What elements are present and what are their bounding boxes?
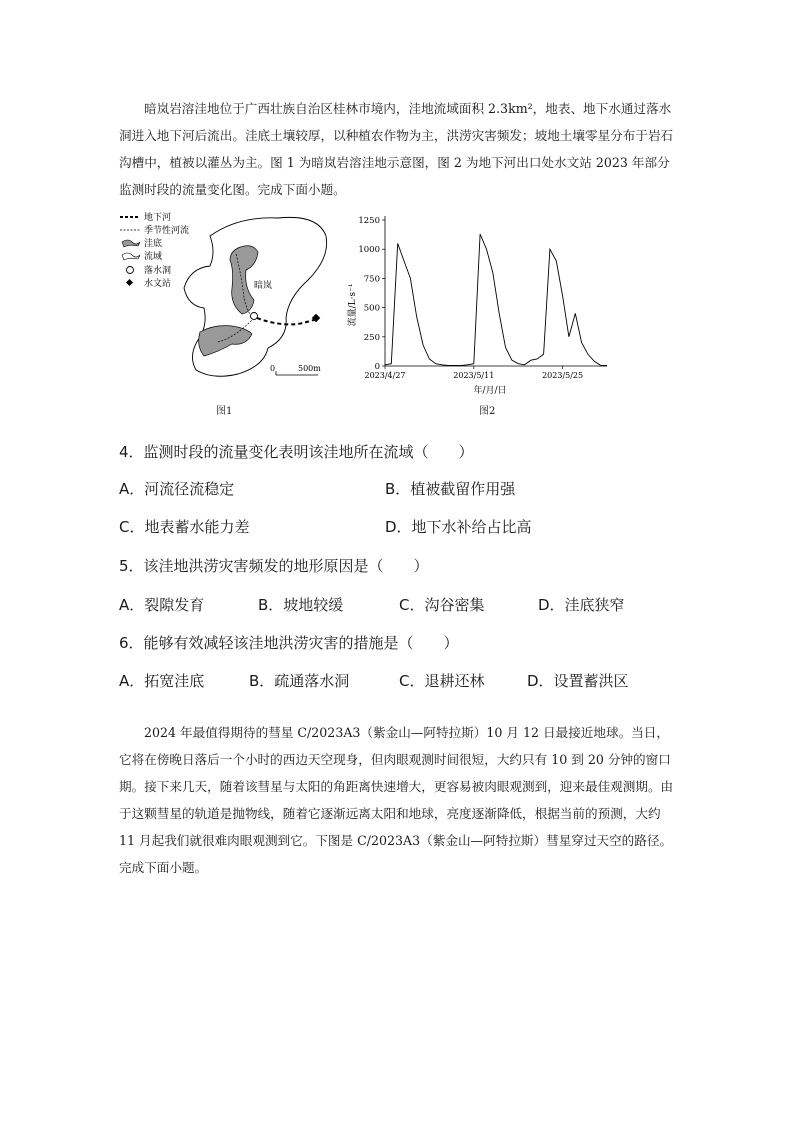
legend-sinkhole: 落水洞 — [144, 266, 172, 276]
x-axis-label: 年/月/日 — [473, 386, 507, 396]
place-label: 暗岚 — [254, 281, 273, 291]
series-line-flow — [385, 234, 607, 365]
legend-underground-river: 地下河 — [144, 213, 172, 223]
y-axis-label: 流量/L·s⁻¹ — [348, 283, 358, 327]
figure-1-map — [118, 208, 338, 393]
q5-option-d[interactable]: D．洼底狭窄 — [538, 596, 625, 614]
q6-option-c[interactable]: C．退耕还林 — [399, 672, 485, 690]
q6-option-b[interactable]: B．疏通落水洞 — [249, 672, 350, 690]
figure-1-caption: 图1 — [216, 406, 233, 417]
q4-option-a[interactable]: A．河流径流稳定 — [119, 480, 235, 498]
y-tick-label: 500 — [363, 303, 380, 314]
legend-hydro-station: 水文站 — [144, 279, 172, 289]
question-4: 4．监测时段的流量变化表明该洼地所在流域（ ） — [119, 443, 474, 461]
scale-zero: 0 — [270, 364, 276, 373]
q5-option-a[interactable]: A．裂隙发育 — [119, 596, 205, 614]
legend-depression-bottom: 洼底 — [144, 239, 163, 249]
q6-option-d[interactable]: D．设置蓄洪区 — [527, 672, 629, 690]
q4-option-d[interactable]: D．地下水补给占比高 — [385, 518, 532, 536]
q4-option-c[interactable]: C．地表蓄水能力差 — [119, 518, 250, 536]
question-5: 5．该洼地洪涝灾害频发的地形原因是（ ） — [119, 557, 429, 575]
y-tick-label: 250 — [363, 332, 380, 343]
y-tick-label: 750 — [363, 274, 380, 285]
legend-basin: 流域 — [144, 252, 163, 262]
map-legend — [120, 211, 189, 289]
x-tick-label: 2023/4/27 — [364, 371, 406, 380]
scale-end: 500m — [298, 364, 321, 373]
hydrostation-icon — [126, 279, 133, 286]
legend-seasonal-river: 季节性河流 — [144, 226, 190, 236]
question-6: 6．能够有效减轻该洼地洪涝灾害的措施是（ ） — [119, 634, 459, 652]
q5-option-b[interactable]: B．坡地较缓 — [258, 596, 344, 614]
passage-1: 暗岚岩溶洼地位于广西壮族自治区桂林市境内，洼地流域面积 2.3km²，地表、地下水通过落水洞进入地下河后流出。洼底土壤较厚，以种植农作物为主，洪涝灾害频发；坡地土壤零星分布于岩石沟槽中，植被以灌丛为主。图 1 为暗岚岩溶洼地示意图，图 2 为地下河出口处水文站 2023 年部分监测时段的流量变化图。完成下面小题。 — [119, 101, 674, 197]
q5-option-c[interactable]: C．沟谷密集 — [399, 596, 485, 614]
y-tick-label: 1250 — [358, 216, 380, 226]
x-tick-label: 2023/5/11 — [453, 371, 495, 380]
figure-2-caption: 图2 — [479, 406, 496, 417]
y-tick-label: 0 — [374, 362, 380, 372]
y-tick-label: 1000 — [358, 245, 380, 256]
q6-option-a[interactable]: A．拓宽洼底 — [119, 672, 205, 690]
q4-option-b[interactable]: B．植被截留作用强 — [385, 480, 516, 498]
figure-2-chart — [345, 210, 620, 400]
sinkhole-icon — [127, 267, 134, 274]
x-tick-label: 2023/5/25 — [542, 371, 584, 380]
passage-2: 2024 年最值得期待的彗星 C/2023A3（紫金山—阿特拉斯）10 月 12 日最接近地球。当日，它将在傍晚日落后一个小时的西边天空现身，但肉眼观测时间很短，大约只有 10 到 20 分钟的窗口期。接下来几天，随着该彗星与太阳的角距离快速增大，更容易被肉眼观测到，迎来最佳观测期。由于这颗彗星的轨道是抛物线，随着它逐渐远离太阳和地球，亮度逐渐降低，根据当前的预测，大约 11 月起我们就很难肉眼观测到它。下图是 C/2023A3（紫金山—阿特拉斯）彗星穿过天空的路径。完成下面小题。 — [119, 725, 674, 875]
